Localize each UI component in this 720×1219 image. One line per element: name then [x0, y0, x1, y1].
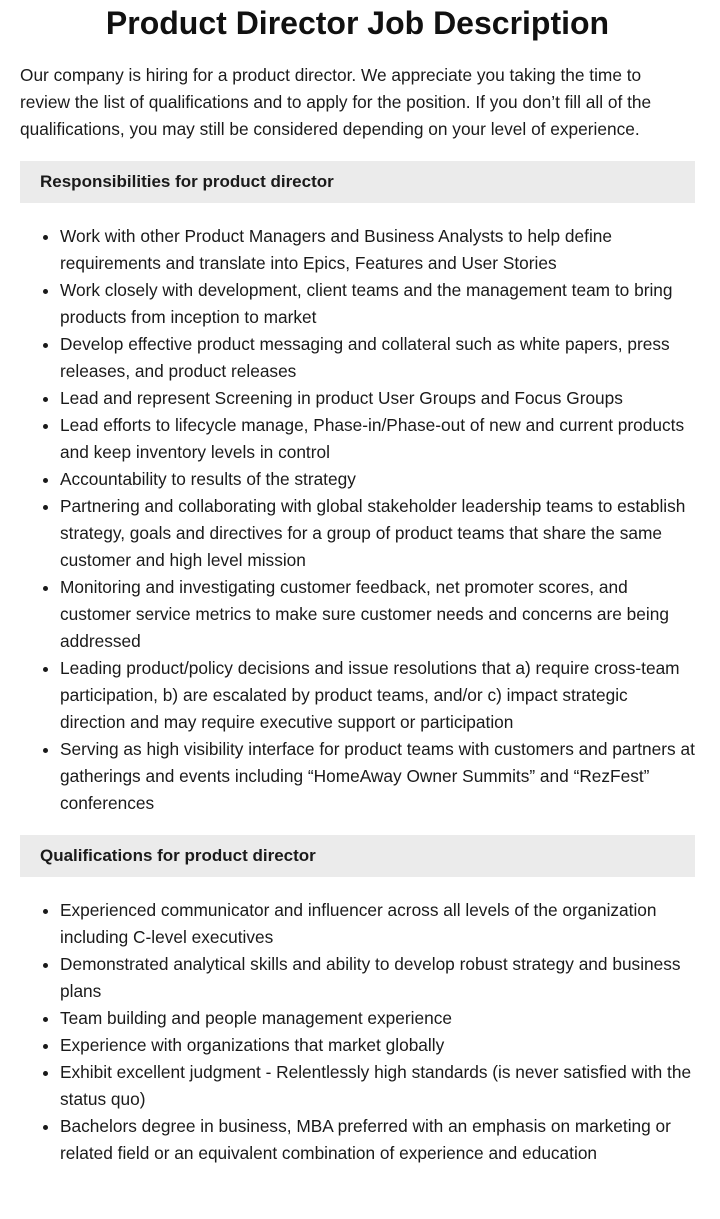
list-item: • Leading product/policy decisions and issue resolutions that a) require cross-team participation, b) are escalated by product teams, and/or c) impact strategic direction and may require executive support or participation: [60, 655, 695, 736]
list-item: • Work with other Product Managers and Business Analysts to help define requirements and translate into Epics, Features and User Stories: [60, 223, 695, 277]
qualifications-list: [20, 897, 695, 1167]
intro-paragraph: Our company is hiring for a product director. We appreciate you taking the time to review the list of qualifications and to apply for the position. If you don’t fill all of the qualifications, you may still be considered depending on your level of experience.: [20, 65, 652, 139]
list-item: • Monitoring and investigating customer feedback, net promoter scores, and customer service metrics to make sure customer needs and concerns are being addressed: [60, 574, 695, 655]
list-item: • Bachelors degree in business, MBA preferred with an emphasis on marketing or related field or an equivalent combination of experience and education: [60, 1113, 695, 1167]
list-item: • Exhibit excellent judgment - Relentlessly high standards (is never satisfied with the status quo): [60, 1059, 695, 1113]
list-item: • Work closely with development, client teams and the management team to bring products from inception to market: [60, 277, 695, 331]
page-title: Product Director Job Description: [105, 5, 610, 41]
list-item: • Partnering and collaborating with global stakeholder leadership teams to establish strategy, goals and directives for a group of product teams that share the same customer and high level mission: [60, 493, 695, 574]
list-item: • Develop effective product messaging and collateral such as white papers, press releases, and product releases: [60, 331, 695, 385]
responsibilities-list: [20, 223, 695, 817]
list-item: • Experienced communicator and influencer across all levels of the organization including C-level executives: [60, 897, 695, 951]
list-item: • Experience with organizations that market globally: [60, 1032, 695, 1059]
list-item: • Lead and represent Screening in product User Groups and Focus Groups: [60, 385, 695, 412]
list-item: • Demonstrated analytical skills and ability to develop robust strategy and business plans: [60, 951, 695, 1005]
list-item: • Team building and people management experience: [60, 1005, 695, 1032]
responsibilities-heading: Responsibilities for product director: [20, 161, 695, 203]
list-item: • Lead efforts to lifecycle manage, Phase-in/Phase-out of new and current products and keep inventory levels in control: [60, 412, 695, 466]
list-item: • Accountability to results of the strategy: [60, 466, 695, 493]
list-item: • Serving as high visibility interface for product teams with customers and partners at gatherings and events including “HomeAway Owner Summits” and “RezFest” conferences: [60, 736, 695, 817]
qualifications-heading: Qualifications for product director: [20, 835, 695, 877]
